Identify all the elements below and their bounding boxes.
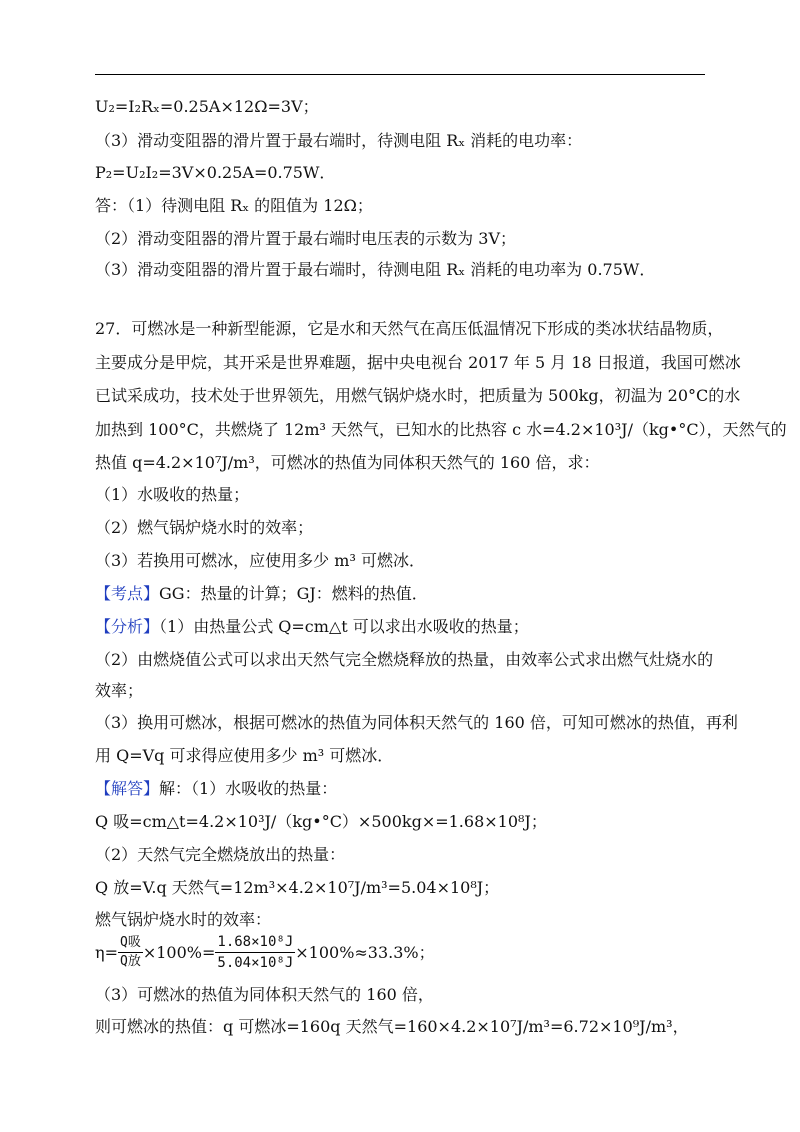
- question-27-line4: 加热到 100°C，共燃烧了 12m³ 天然气，已知水的比热容 c 水=4.2×10³J/（kg•°C），天然气的: [95, 420, 787, 439]
- question-27-line3: 已试采成功，技术处于世界领先，用燃气锅炉烧水时，把质量为 500kg，初温为 20°C的水: [95, 386, 741, 405]
- jieda-part3-intro: （3）可燃冰的热值为同体积天然气的 160 倍，: [95, 985, 434, 1004]
- part3-power-intro: （3）滑动变阻器的滑片置于最右端时，待测电阻 Rₓ 消耗的电功率：: [95, 131, 583, 150]
- fraction-q-released: Q放: [120, 954, 141, 969]
- fenxi-line2: （2）由燃烧值公式可以求出天然气完全燃烧释放的热量，由效率公式求出燃气灶烧水的: [95, 650, 714, 669]
- subquestion-1: （1）水吸收的热量；: [95, 485, 250, 504]
- fenxi-line3: 效率；: [95, 681, 144, 700]
- fenxi-line4: （3）换用可燃冰，根据可燃冰的热值为同体积天然气的 160 倍，可知可燃冰的热值，再利: [95, 713, 738, 732]
- answer-part3: （3）滑动变阻器的滑片置于最右端时，待测电阻 Rₓ 消耗的电功率为 0.75W．: [95, 260, 656, 279]
- calc-q-absorbed: Q 吸=cm△t=4.2×10³J/（kg•°C）×500kg×=1.68×10⁸J；: [95, 812, 547, 831]
- subquestion-2: （2）燃气锅炉烧水时的效率；: [95, 518, 314, 537]
- question-27-line1: 27．可燃冰是一种新型能源，它是水和天然气在高压低温情况下形成的类冰状结晶物质，: [95, 319, 724, 338]
- eta-symbol: η=: [95, 942, 118, 962]
- jieda-text-1: 解：（1）水吸收的热量：: [159, 779, 338, 798]
- fraction-denominator-value: 5.04×10⁸J: [217, 955, 294, 971]
- kaodian-line: [95, 583, 428, 605]
- fraction-q-absorbed: Q吸: [118, 934, 143, 953]
- kaodian-text: GG：热量的计算；GJ：燃料的热值．: [159, 584, 428, 603]
- fraction-numerator-value: 1.68×10⁸J: [215, 932, 295, 953]
- question-27-line2: 主要成分是甲烷，其开采是世界难题，据中央电视台 2017 年 5 月 18 日报道，我国可燃冰: [95, 353, 741, 372]
- header-rule: [95, 74, 705, 75]
- calc-p2-line: P₂=U₂I₂=3V×0.25A=0.75W．: [95, 163, 336, 182]
- fenxi-text-1: （1）由热量公式 Q=cm△t 可以求出水吸收的热量；: [159, 617, 529, 636]
- eta-mid-text: ×100%=: [142, 942, 216, 962]
- answer-part2: （2）滑动变阻器的滑片置于最右端时电压表的示数为 3V；: [95, 229, 517, 248]
- eta-result: ×100%≈33.3%；: [295, 942, 435, 962]
- jieda-part2-intro: （2）天然气完全燃烧放出的热量：: [95, 845, 346, 864]
- fraction-values: [215, 932, 295, 973]
- calc-q-released: Q 放=V.q 天然气=12m³×4.2×10⁷J/m³=5.04×10⁸J；: [95, 878, 500, 897]
- calc-q-combustible-ice: 则可燃冰的热值：q 可燃冰=160q 天然气=160×4.2×10⁷J/m³=6.72×10⁹J/m³，: [95, 1017, 689, 1036]
- fenxi-tag: 【分析】: [95, 617, 160, 636]
- subquestion-3: （3）若换用可燃冰，应使用多少 m³ 可燃冰．: [95, 551, 425, 570]
- calc-u2-line: U₂=I₂Rₓ=0.25A×12Ω=3V；: [95, 97, 319, 116]
- answer-part1: 答：（1）待测电阻 Rₓ 的阻值为 12Ω；: [95, 196, 373, 215]
- jieda-line1: [95, 778, 337, 800]
- fraction-q-ratio: [118, 934, 143, 971]
- efficiency-intro: 燃气锅炉烧水时的效率：: [95, 910, 272, 929]
- fenxi-line1: [95, 616, 529, 638]
- question-27-line5: 热值 q=4.2×10⁷J/m³，可燃冰的热值为同体积天然气的 160 倍，求：: [95, 453, 600, 472]
- jieda-tag: 【解答】: [95, 779, 160, 798]
- kaodian-tag: 【考点】: [95, 584, 160, 603]
- fenxi-line5: 用 Q=Vq 可求得应使用多少 m³ 可燃冰．: [95, 746, 394, 765]
- efficiency-equation: [95, 932, 435, 973]
